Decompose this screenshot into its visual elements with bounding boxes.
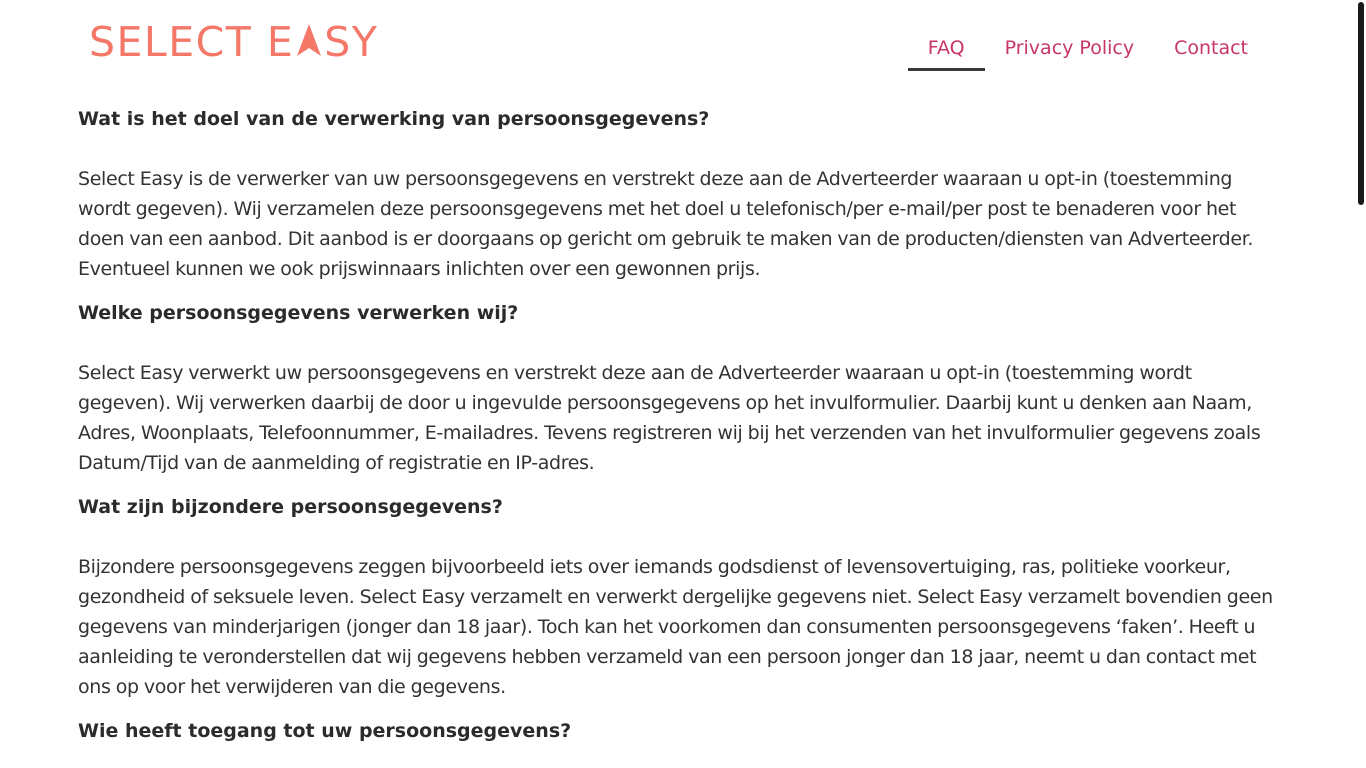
logo-text-left: SELECT E xyxy=(89,18,295,66)
faq-question-special-data: Wat zijn bijzondere persoonsgegevens? xyxy=(78,496,503,518)
faq-answer-which-data: Select Easy verwerkt uw persoonsgegevens en verstrekt deze aan de Adverteerder waaraan u opt-in (toestemming wordt gegeven). Wij verwerken daarbij de door u ingevulde persoonsgegevens op het invulformulier. Daarbij kunt u denken aan Naam, Adres, Woonplaats, Telefoonnummer, E-mailadres. Tevens registreren wij bij het verzenden van het invulformulier gegevens zoals Datum/Tijd van de aanmelding of registratie en IP-adres. xyxy=(78,362,1261,474)
faq-question-access: Wie heeft toegang tot uw persoonsgegevens? xyxy=(78,720,572,742)
select-easy-logo[interactable] xyxy=(89,20,378,64)
logo-text-right: SY xyxy=(324,18,379,66)
nav-link-contact[interactable]: Contact xyxy=(1174,37,1248,59)
faq-answer-special-data: Bijzondere persoonsgegevens zeggen bijvoorbeeld iets over iemands godsdienst of levensovertuiging, ras, politieke voorkeur, gezondheid of seksuele leven. Select Easy verzamelt en verwerkt dergelijke gegevens niet. Select Easy verzamelt bovendien geen gegevens van minderjarigen (jonger dan 18 jaar). Toch kan het voorkomen dan consumenten persoonsgegevens ‘faken’. Heeft u aanleiding te veronderstellen dat wij gegevens hebben verzameld van een persoon jonger dan 18 jaar, neemt u dan contact met ons op voor het verwijderen van die gegevens. xyxy=(78,556,1273,698)
nav-link-privacy-policy[interactable]: Privacy Policy xyxy=(1004,37,1135,59)
faq-question-purpose: Wat is het doel van de verwerking van persoonsgegevens? xyxy=(78,108,710,130)
logo-arrow-icon xyxy=(295,22,323,58)
faq-answer-purpose: Select Easy is de verwerker van uw persoonsgegevens en verstrekt deze aan de Adverteerder waaraan u opt-in (toestemming wordt gegeven). Wij verzamelen deze persoonsgegevens met het doel u telefonisch/per e-mail/per post te benaderen voor het doen van een aanbod. Dit aanbod is er doorgaans op gericht om gebruik te maken van de producten/diensten van Adverteerder. Eventueel kunnen we ook prijswinnaars inlichten over een gewonnen prijs. xyxy=(78,168,1254,280)
faq-content xyxy=(78,104,1278,746)
faq-question-which-data: Welke persoonsgegevens verwerken wij? xyxy=(78,302,519,324)
main-navigation xyxy=(908,26,1268,71)
nav-link-faq[interactable]: FAQ xyxy=(908,26,985,71)
page-scrollbar[interactable] xyxy=(1358,2,1364,205)
